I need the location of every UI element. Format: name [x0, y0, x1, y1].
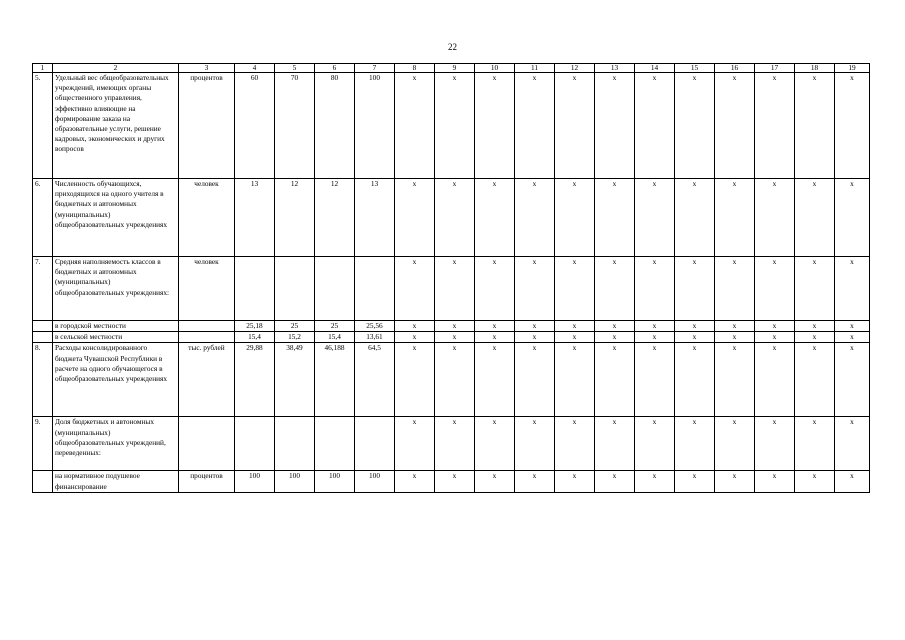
value-cell-col-15: x — [675, 179, 715, 257]
value-cell-col-18: x — [795, 321, 835, 332]
indicator-name-cell: Средняя наполняемость классов в бюджетных и автономных (муниципальных) общеобразовательных учреждениях: — [53, 257, 179, 321]
value-cell-col-14: x — [635, 332, 675, 343]
value-cell-col-7: 64,5 — [355, 343, 395, 417]
value-cell-col-10: x — [475, 332, 515, 343]
row-number-cell — [33, 471, 53, 493]
indicator-name-cell: Численность обучающихся, приходящихся на одного учителя в бюджетных и автономных (муниципальных) общеобразовательных учреждениях — [53, 179, 179, 257]
table-row — [33, 73, 870, 179]
table-body — [33, 73, 870, 493]
col-header-7: 7 — [355, 64, 395, 73]
value-cell-col-9: x — [435, 73, 475, 179]
value-cell-col-4: 15,4 — [235, 332, 275, 343]
table-row — [33, 321, 870, 332]
value-cell-col-18: x — [795, 179, 835, 257]
col-header-19: 19 — [835, 64, 870, 73]
value-cell-col-10: x — [475, 257, 515, 321]
value-cell-col-6 — [315, 257, 355, 321]
value-cell-col-9: x — [435, 471, 475, 493]
value-cell-col-8: x — [395, 417, 435, 471]
table-row — [33, 417, 870, 471]
unit-cell: человек — [179, 179, 235, 257]
value-cell-col-4 — [235, 417, 275, 471]
value-cell-col-17: x — [755, 343, 795, 417]
value-cell-col-16: x — [715, 471, 755, 493]
row-number-cell — [33, 321, 53, 332]
row-number-cell: 7. — [33, 257, 53, 321]
value-cell-col-11: x — [515, 257, 555, 321]
col-header-17: 17 — [755, 64, 795, 73]
indicator-name-cell: в городской местности — [53, 321, 179, 332]
unit-cell — [179, 417, 235, 471]
value-cell-col-17: x — [755, 179, 795, 257]
indicators-table — [32, 63, 870, 493]
value-cell-col-12: x — [555, 321, 595, 332]
value-cell-col-19: x — [835, 321, 870, 332]
value-cell-col-12: x — [555, 179, 595, 257]
value-cell-col-5: 25 — [275, 321, 315, 332]
value-cell-col-10: x — [475, 343, 515, 417]
value-cell-col-4 — [235, 257, 275, 321]
value-cell-col-8: x — [395, 343, 435, 417]
column-number-row — [33, 64, 870, 73]
value-cell-col-11: x — [515, 321, 555, 332]
value-cell-col-7: 100 — [355, 73, 395, 179]
value-cell-col-7 — [355, 257, 395, 321]
value-cell-col-10: x — [475, 321, 515, 332]
value-cell-col-6 — [315, 417, 355, 471]
value-cell-col-17: x — [755, 417, 795, 471]
value-cell-col-6: 46,188 — [315, 343, 355, 417]
value-cell-col-6: 25 — [315, 321, 355, 332]
value-cell-col-16: x — [715, 179, 755, 257]
value-cell-col-13: x — [595, 179, 635, 257]
value-cell-col-18: x — [795, 343, 835, 417]
value-cell-col-4: 100 — [235, 471, 275, 493]
value-cell-col-17: x — [755, 332, 795, 343]
value-cell-col-11: x — [515, 179, 555, 257]
table-row — [33, 343, 870, 417]
value-cell-col-10: x — [475, 73, 515, 179]
value-cell-col-18: x — [795, 417, 835, 471]
value-cell-col-11: x — [515, 417, 555, 471]
value-cell-col-14: x — [635, 471, 675, 493]
value-cell-col-15: x — [675, 471, 715, 493]
unit-cell: процентов — [179, 73, 235, 179]
value-cell-col-8: x — [395, 321, 435, 332]
value-cell-col-11: x — [515, 73, 555, 179]
value-cell-col-7: 25,56 — [355, 321, 395, 332]
col-header-14: 14 — [635, 64, 675, 73]
value-cell-col-7: 13 — [355, 179, 395, 257]
value-cell-col-16: x — [715, 343, 755, 417]
value-cell-col-19: x — [835, 73, 870, 179]
col-header-6: 6 — [315, 64, 355, 73]
value-cell-col-16: x — [715, 417, 755, 471]
indicator-name-cell: в сельской местности — [53, 332, 179, 343]
value-cell-col-14: x — [635, 73, 675, 179]
indicator-name-cell: на нормативное подушевое финансирование — [53, 471, 179, 493]
value-cell-col-15: x — [675, 321, 715, 332]
col-header-9: 9 — [435, 64, 475, 73]
value-cell-col-8: x — [395, 73, 435, 179]
value-cell-col-9: x — [435, 332, 475, 343]
value-cell-col-15: x — [675, 257, 715, 321]
value-cell-col-15: x — [675, 417, 715, 471]
col-header-12: 12 — [555, 64, 595, 73]
value-cell-col-4: 29,88 — [235, 343, 275, 417]
value-cell-col-13: x — [595, 471, 635, 493]
value-cell-col-14: x — [635, 321, 675, 332]
value-cell-col-12: x — [555, 471, 595, 493]
value-cell-col-13: x — [595, 417, 635, 471]
row-number-cell — [33, 332, 53, 343]
value-cell-col-6: 12 — [315, 179, 355, 257]
value-cell-col-12: x — [555, 257, 595, 321]
value-cell-col-18: x — [795, 73, 835, 179]
value-cell-col-8: x — [395, 471, 435, 493]
value-cell-col-17: x — [755, 471, 795, 493]
value-cell-col-15: x — [675, 73, 715, 179]
table-row — [33, 471, 870, 493]
value-cell-col-12: x — [555, 332, 595, 343]
col-header-18: 18 — [795, 64, 835, 73]
value-cell-col-14: x — [635, 417, 675, 471]
value-cell-col-12: x — [555, 73, 595, 179]
indicator-name-cell: Доля бюджетных и автономных (муниципальных) общеобразовательных учреждений, переведенных: — [53, 417, 179, 471]
value-cell-col-17: x — [755, 73, 795, 179]
value-cell-col-8: x — [395, 179, 435, 257]
value-cell-col-19: x — [835, 471, 870, 493]
value-cell-col-16: x — [715, 257, 755, 321]
value-cell-col-9: x — [435, 321, 475, 332]
unit-cell: тыс. рублей — [179, 343, 235, 417]
value-cell-col-18: x — [795, 257, 835, 321]
table-row — [33, 332, 870, 343]
col-header-13: 13 — [595, 64, 635, 73]
row-number-cell: 8. — [33, 343, 53, 417]
col-header-15: 15 — [675, 64, 715, 73]
col-header-8: 8 — [395, 64, 435, 73]
value-cell-col-7: 13,61 — [355, 332, 395, 343]
unit-cell — [179, 332, 235, 343]
value-cell-col-6: 15,4 — [315, 332, 355, 343]
value-cell-col-4: 60 — [235, 73, 275, 179]
col-header-2: 2 — [53, 64, 179, 73]
value-cell-col-8: x — [395, 257, 435, 321]
row-number-cell: 6. — [33, 179, 53, 257]
value-cell-col-17: x — [755, 257, 795, 321]
value-cell-col-5: 12 — [275, 179, 315, 257]
value-cell-col-5 — [275, 257, 315, 321]
page-number: 22 — [448, 42, 457, 52]
value-cell-col-10: x — [475, 179, 515, 257]
col-header-16: 16 — [715, 64, 755, 73]
indicator-name-cell: Расходы консолидированного бюджета Чувашской Республики в расчете на одного обучающегося в общеобразовательных учреждениях — [53, 343, 179, 417]
value-cell-col-9: x — [435, 257, 475, 321]
col-header-1: 1 — [33, 64, 53, 73]
value-cell-col-14: x — [635, 257, 675, 321]
value-cell-col-6: 100 — [315, 471, 355, 493]
value-cell-col-13: x — [595, 321, 635, 332]
value-cell-col-5: 70 — [275, 73, 315, 179]
value-cell-col-13: x — [595, 332, 635, 343]
value-cell-col-19: x — [835, 179, 870, 257]
unit-cell: человек — [179, 257, 235, 321]
row-number-cell: 9. — [33, 417, 53, 471]
value-cell-col-12: x — [555, 343, 595, 417]
value-cell-col-13: x — [595, 73, 635, 179]
value-cell-col-11: x — [515, 471, 555, 493]
value-cell-col-19: x — [835, 343, 870, 417]
value-cell-col-9: x — [435, 343, 475, 417]
value-cell-col-10: x — [475, 417, 515, 471]
value-cell-col-12: x — [555, 417, 595, 471]
col-header-3: 3 — [179, 64, 235, 73]
table-row — [33, 179, 870, 257]
value-cell-col-5: 38,49 — [275, 343, 315, 417]
value-cell-col-13: x — [595, 257, 635, 321]
value-cell-col-7 — [355, 417, 395, 471]
value-cell-col-7: 100 — [355, 471, 395, 493]
table-row — [33, 257, 870, 321]
value-cell-col-19: x — [835, 257, 870, 321]
value-cell-col-15: x — [675, 332, 715, 343]
value-cell-col-4: 13 — [235, 179, 275, 257]
value-cell-col-18: x — [795, 332, 835, 343]
value-cell-col-10: x — [475, 471, 515, 493]
value-cell-col-8: x — [395, 332, 435, 343]
value-cell-col-19: x — [835, 417, 870, 471]
value-cell-col-17: x — [755, 321, 795, 332]
row-number-cell: 5. — [33, 73, 53, 179]
value-cell-col-18: x — [795, 471, 835, 493]
value-cell-col-9: x — [435, 417, 475, 471]
value-cell-col-5 — [275, 417, 315, 471]
value-cell-col-4: 25,18 — [235, 321, 275, 332]
value-cell-col-6: 80 — [315, 73, 355, 179]
value-cell-col-14: x — [635, 179, 675, 257]
value-cell-col-16: x — [715, 73, 755, 179]
col-header-10: 10 — [475, 64, 515, 73]
value-cell-col-15: x — [675, 343, 715, 417]
col-header-5: 5 — [275, 64, 315, 73]
value-cell-col-11: x — [515, 343, 555, 417]
value-cell-col-13: x — [595, 343, 635, 417]
value-cell-col-16: x — [715, 321, 755, 332]
col-header-11: 11 — [515, 64, 555, 73]
value-cell-col-9: x — [435, 179, 475, 257]
unit-cell: процентов — [179, 471, 235, 493]
value-cell-col-16: x — [715, 332, 755, 343]
col-header-4: 4 — [235, 64, 275, 73]
value-cell-col-5: 100 — [275, 471, 315, 493]
value-cell-col-19: x — [835, 332, 870, 343]
value-cell-col-5: 15,2 — [275, 332, 315, 343]
value-cell-col-14: x — [635, 343, 675, 417]
unit-cell — [179, 321, 235, 332]
indicator-name-cell: Удельный вес общеобразовательных учреждений, имеющих органы общественного управления, эффективно влияющие на формирование заказа на образовательные услуги, решение кадровых, экономических и других вопросов — [53, 73, 179, 179]
value-cell-col-11: x — [515, 332, 555, 343]
